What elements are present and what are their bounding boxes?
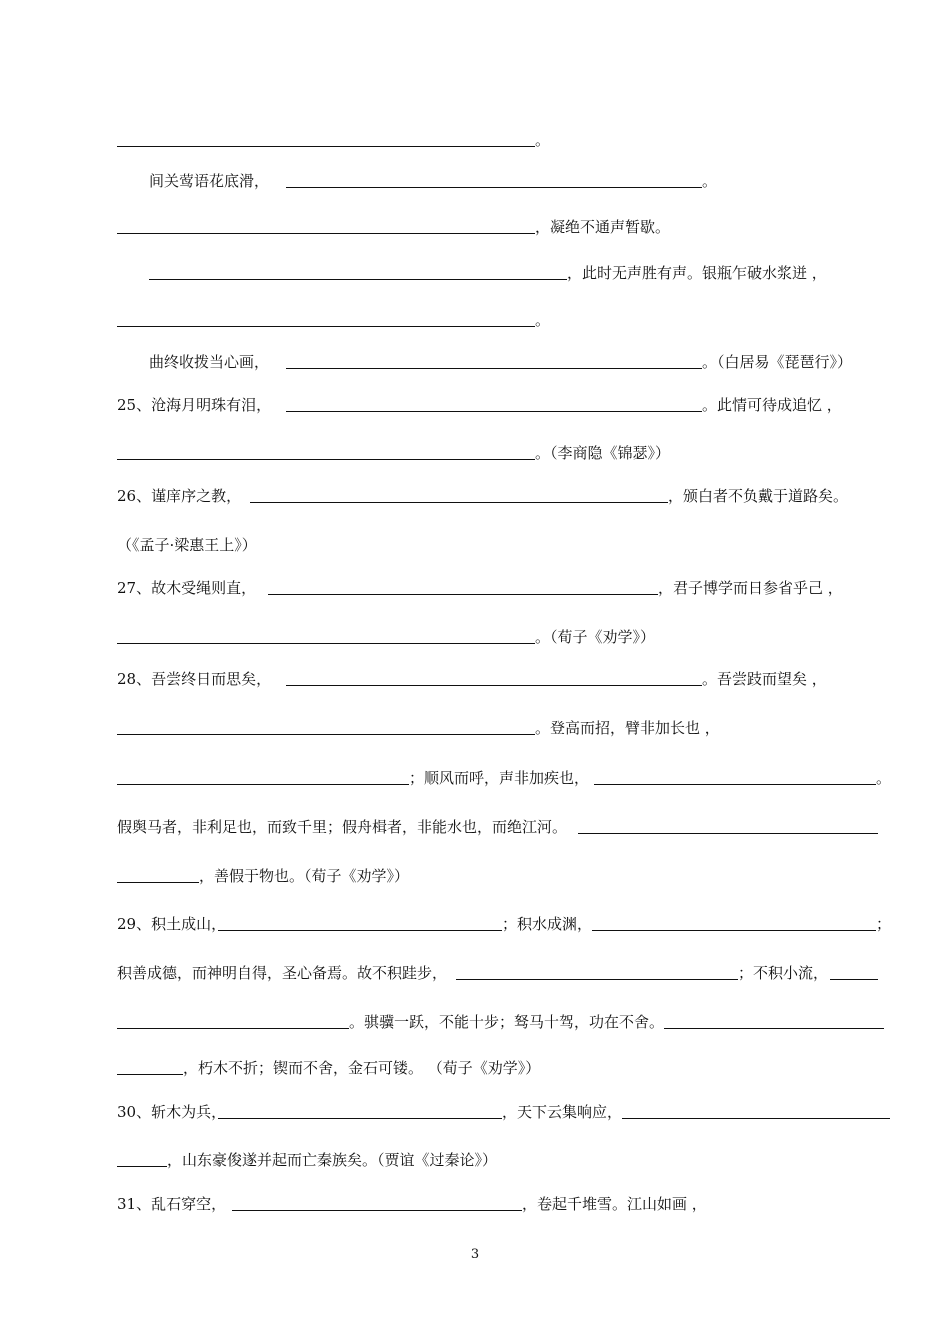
fill-in-blank[interactable] <box>117 1028 349 1029</box>
text-segment: 。 <box>535 311 551 329</box>
text-segment: 假舆马者，非利足也，而致千里；假舟楫者，非能水也，而绝江河。 <box>117 818 568 836</box>
fill-in-blank[interactable] <box>149 279 567 280</box>
text-line <box>0 1010 950 1034</box>
text-segment: 。（荀子《劝学》） <box>535 628 656 646</box>
text-segment: 。（李商隐《锦瑟》） <box>535 444 671 462</box>
fill-in-blank[interactable] <box>117 882 199 883</box>
text-segment: 28、吾尝终日而思矣， <box>117 670 272 688</box>
fill-in-blank[interactable] <box>117 459 535 460</box>
text-segment: ；不积小流， <box>738 964 829 982</box>
fill-in-blank[interactable] <box>664 1028 884 1029</box>
text-segment: 31、乱石穿空， <box>117 1195 227 1213</box>
text-segment: ，君子博学而日参省乎己 ， <box>658 579 843 597</box>
fill-in-blank[interactable] <box>268 594 658 595</box>
text-segment: 。（白居易《琵琶行》） <box>702 353 853 371</box>
text-line <box>0 912 950 936</box>
text-line <box>0 393 950 417</box>
text-segment: ，山东豪俊遂并起而亡秦族矣。（贾谊《过秦论》） <box>167 1151 498 1169</box>
text-segment: 。登高而招，臂非加长也 ， <box>535 719 720 737</box>
fill-in-blank[interactable] <box>117 1074 183 1075</box>
fill-in-blank[interactable] <box>117 784 409 785</box>
text-line <box>0 128 950 152</box>
text-segment: 曲终收拨当心画， <box>149 353 270 371</box>
fill-in-blank[interactable] <box>218 1118 502 1119</box>
text-line <box>0 716 950 740</box>
fill-in-blank[interactable] <box>286 368 702 369</box>
text-segment: ，善假于物也。（荀子《劝学》） <box>199 867 410 885</box>
fill-in-blank[interactable] <box>286 187 702 188</box>
text-segment: 30、斩木为兵， <box>117 1103 227 1121</box>
text-segment: 。吾尝跂而望矣 ， <box>702 670 827 688</box>
fill-in-blank[interactable] <box>456 979 738 980</box>
page-number: 3 <box>470 1247 480 1262</box>
text-line <box>0 625 950 649</box>
text-segment: 。此情可待成追忆 ， <box>702 396 842 414</box>
fill-in-blank[interactable] <box>286 411 702 412</box>
fill-in-blank[interactable] <box>117 734 535 735</box>
text-line <box>0 308 950 332</box>
fill-in-blank[interactable] <box>592 930 876 931</box>
fill-in-blank[interactable] <box>830 979 878 980</box>
text-segment: 29、积土成山， <box>117 915 227 933</box>
text-line <box>0 1192 950 1216</box>
text-segment: 。 <box>702 172 718 190</box>
text-line <box>0 484 950 508</box>
fill-in-blank[interactable] <box>117 1166 167 1167</box>
fill-in-blank[interactable] <box>117 326 535 327</box>
text-segment: ，天下云集响应， <box>502 1103 623 1121</box>
text-line <box>0 350 950 374</box>
text-segment: 间关莺语花底滑， <box>149 172 270 190</box>
text-line <box>0 961 950 985</box>
text-line <box>0 576 950 600</box>
text-line <box>0 261 950 285</box>
text-segment: 26、谨庠序之教， <box>117 487 242 505</box>
fill-in-blank[interactable] <box>622 1118 890 1119</box>
text-segment: 27、故木受绳则直， <box>117 579 257 597</box>
text-line <box>0 864 950 888</box>
text-segment: 25、沧海月明珠有泪， <box>117 396 272 414</box>
text-segment: ，此时无声胜有声。银瓶乍破水浆迸 ， <box>567 264 827 282</box>
fill-in-blank[interactable] <box>594 784 876 785</box>
text-segment: 。 <box>876 769 892 787</box>
text-line <box>0 815 950 839</box>
text-segment: ，颁白者不负戴于道路矣。 <box>668 487 849 505</box>
text-line <box>0 215 950 239</box>
fill-in-blank[interactable] <box>117 643 535 644</box>
text-line <box>0 1056 950 1080</box>
text-line <box>0 1100 950 1124</box>
fill-in-blank[interactable] <box>286 685 702 686</box>
fill-in-blank[interactable] <box>232 1210 522 1211</box>
text-segment: ，朽木不折；锲而不舍，金石可镂。 （荀子《劝学》） <box>183 1059 541 1077</box>
text-line <box>0 169 950 193</box>
fill-in-blank[interactable] <box>578 833 878 834</box>
text-segment: ；积水成渊， <box>502 915 593 933</box>
text-line <box>0 766 950 790</box>
fill-in-blank[interactable] <box>250 502 668 503</box>
fill-in-blank[interactable] <box>117 146 535 147</box>
text-line <box>0 667 950 691</box>
fill-in-blank[interactable] <box>117 233 535 234</box>
text-segment: ，凝绝不通声暂歇。 <box>535 218 671 236</box>
text-line <box>0 441 950 465</box>
text-line <box>0 1148 950 1172</box>
text-segment: 积善成德，而神明自得，圣心备焉。故不积跬步， <box>117 964 448 982</box>
text-segment: 。骐骥一跃，不能十步；驽马十驾，功在不舍。 <box>349 1013 665 1031</box>
text-segment: ；顺风而呼，声非加疾也， <box>409 769 590 787</box>
source-citation: （《孟子·梁惠王上》） <box>117 536 257 554</box>
text-segment: ； <box>876 915 892 933</box>
text-segment: ，卷起千堆雪。江山如画 ， <box>522 1195 707 1213</box>
text-segment: 。 <box>535 131 551 149</box>
text-line <box>0 533 950 557</box>
fill-in-blank[interactable] <box>218 930 502 931</box>
